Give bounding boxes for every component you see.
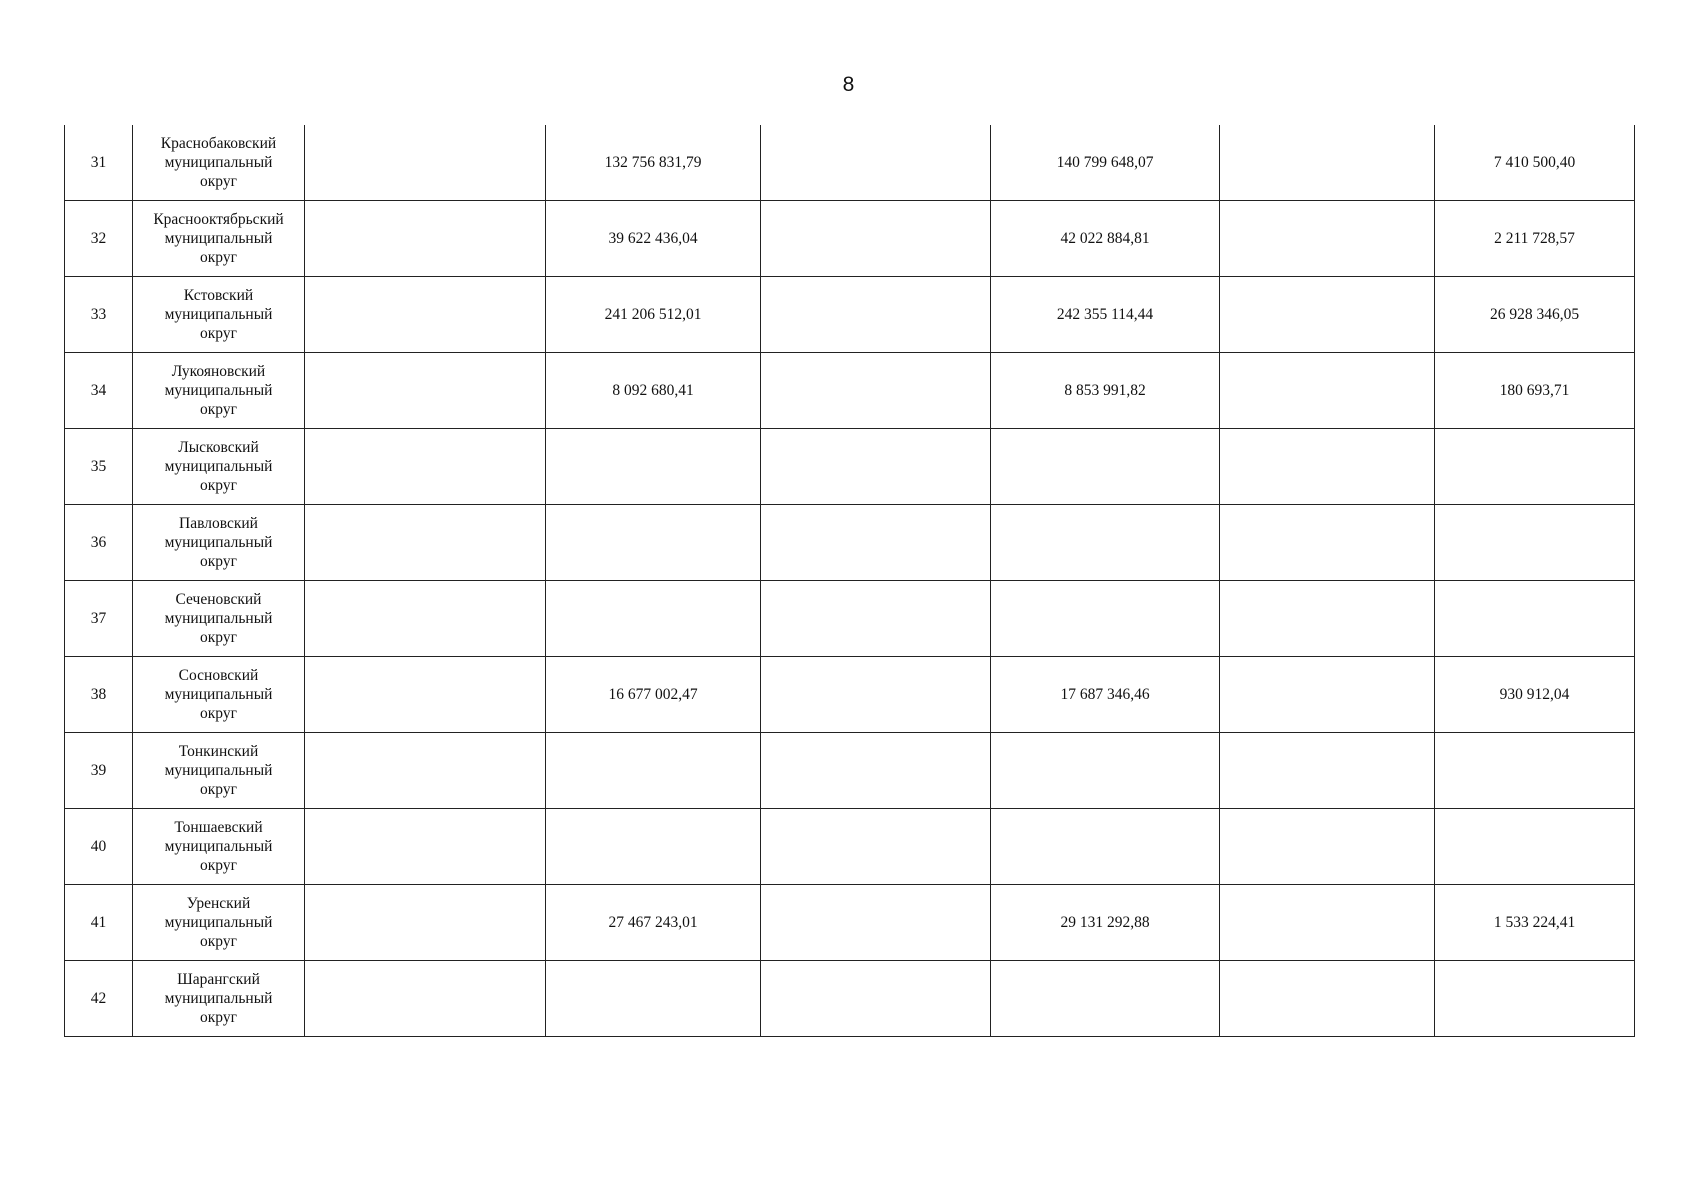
- value-cell-2: [546, 961, 761, 1037]
- table-row: [65, 505, 1635, 581]
- data-table: [64, 125, 1635, 1037]
- row-number-cell: 39: [65, 733, 133, 809]
- value-cell-1: [305, 277, 546, 353]
- value-cell-6: 26 928 346,05: [1435, 277, 1635, 353]
- value-cell-5: [1220, 505, 1435, 581]
- value-cell-3: [761, 733, 991, 809]
- value-cell-2: [546, 581, 761, 657]
- district-name-cell: Уренский муниципальный округ: [133, 885, 305, 961]
- row-number-cell: 35: [65, 429, 133, 505]
- row-number-cell: 36: [65, 505, 133, 581]
- value-cell-5: [1220, 277, 1435, 353]
- row-number-cell: 31: [65, 125, 133, 201]
- row-number-cell: 38: [65, 657, 133, 733]
- value-cell-6: [1435, 961, 1635, 1037]
- value-cell-4: [991, 505, 1220, 581]
- value-cell-6: 930 912,04: [1435, 657, 1635, 733]
- value-cell-2: 16 677 002,47: [546, 657, 761, 733]
- table-row: [65, 581, 1635, 657]
- value-cell-2: [546, 429, 761, 505]
- value-cell-3: [761, 353, 991, 429]
- value-cell-2: 8 092 680,41: [546, 353, 761, 429]
- table-body: [65, 125, 1635, 1037]
- value-cell-5: [1220, 657, 1435, 733]
- district-name-cell: Сеченовский муниципальный округ: [133, 581, 305, 657]
- value-cell-3: [761, 581, 991, 657]
- value-cell-4: 8 853 991,82: [991, 353, 1220, 429]
- page-number: 8: [842, 73, 855, 96]
- value-cell-5: [1220, 201, 1435, 277]
- row-number-cell: 32: [65, 201, 133, 277]
- table-row: [65, 885, 1635, 961]
- value-cell-6: [1435, 429, 1635, 505]
- district-name-cell: Тонкинский муниципальный округ: [133, 733, 305, 809]
- row-number-cell: 33: [65, 277, 133, 353]
- value-cell-6: [1435, 809, 1635, 885]
- value-cell-2: [546, 733, 761, 809]
- value-cell-3: [761, 125, 991, 201]
- value-cell-4: 242 355 114,44: [991, 277, 1220, 353]
- value-cell-6: 7 410 500,40: [1435, 125, 1635, 201]
- value-cell-5: [1220, 885, 1435, 961]
- value-cell-6: 1 533 224,41: [1435, 885, 1635, 961]
- value-cell-6: 2 211 728,57: [1435, 201, 1635, 277]
- table-row: [65, 353, 1635, 429]
- value-cell-5: [1220, 733, 1435, 809]
- row-number-cell: 37: [65, 581, 133, 657]
- value-cell-4: [991, 429, 1220, 505]
- value-cell-1: [305, 429, 546, 505]
- value-cell-4: 140 799 648,07: [991, 125, 1220, 201]
- value-cell-2: [546, 505, 761, 581]
- value-cell-1: [305, 961, 546, 1037]
- table-row: [65, 277, 1635, 353]
- value-cell-4: 42 022 884,81: [991, 201, 1220, 277]
- value-cell-5: [1220, 581, 1435, 657]
- value-cell-1: [305, 733, 546, 809]
- value-cell-2: 132 756 831,79: [546, 125, 761, 201]
- district-name-cell: Краснобаковский муниципальный округ: [133, 125, 305, 201]
- table-row: [65, 733, 1635, 809]
- value-cell-4: [991, 581, 1220, 657]
- value-cell-1: [305, 581, 546, 657]
- district-name-cell: Сосновский муниципальный округ: [133, 657, 305, 733]
- value-cell-3: [761, 277, 991, 353]
- district-name-cell: Лукояновский муниципальный округ: [133, 353, 305, 429]
- value-cell-1: [305, 809, 546, 885]
- row-number-cell: 41: [65, 885, 133, 961]
- value-cell-4: [991, 733, 1220, 809]
- table-row: [65, 657, 1635, 733]
- value-cell-1: [305, 505, 546, 581]
- value-cell-3: [761, 961, 991, 1037]
- value-cell-4: [991, 961, 1220, 1037]
- value-cell-3: [761, 201, 991, 277]
- value-cell-2: 39 622 436,04: [546, 201, 761, 277]
- row-number-cell: 40: [65, 809, 133, 885]
- table-row: [65, 201, 1635, 277]
- value-cell-1: [305, 885, 546, 961]
- value-cell-4: [991, 809, 1220, 885]
- value-cell-3: [761, 885, 991, 961]
- value-cell-3: [761, 809, 991, 885]
- value-cell-6: [1435, 733, 1635, 809]
- value-cell-5: [1220, 429, 1435, 505]
- district-name-cell: Краснооктябрьский муниципальный округ: [133, 201, 305, 277]
- value-cell-2: 27 467 243,01: [546, 885, 761, 961]
- district-name-cell: Кстовский муниципальный округ: [133, 277, 305, 353]
- value-cell-2: [546, 809, 761, 885]
- value-cell-1: [305, 657, 546, 733]
- value-cell-6: [1435, 505, 1635, 581]
- value-cell-5: [1220, 353, 1435, 429]
- district-name-cell: Павловский муниципальный округ: [133, 505, 305, 581]
- value-cell-2: 241 206 512,01: [546, 277, 761, 353]
- row-number-cell: 34: [65, 353, 133, 429]
- value-cell-3: [761, 429, 991, 505]
- district-name-cell: Тоншаевский муниципальный округ: [133, 809, 305, 885]
- value-cell-5: [1220, 809, 1435, 885]
- value-cell-4: 17 687 346,46: [991, 657, 1220, 733]
- value-cell-1: [305, 201, 546, 277]
- value-cell-3: [761, 657, 991, 733]
- table-row: [65, 961, 1635, 1037]
- value-cell-4: 29 131 292,88: [991, 885, 1220, 961]
- value-cell-5: [1220, 961, 1435, 1037]
- table-row: [65, 125, 1635, 201]
- district-name-cell: Лысковский муниципальный округ: [133, 429, 305, 505]
- value-cell-6: 180 693,71: [1435, 353, 1635, 429]
- table-row: [65, 809, 1635, 885]
- district-name-cell: Шарангский муниципальный округ: [133, 961, 305, 1037]
- row-number-cell: 42: [65, 961, 133, 1037]
- value-cell-3: [761, 505, 991, 581]
- value-cell-1: [305, 125, 546, 201]
- value-cell-6: [1435, 581, 1635, 657]
- table-row: [65, 429, 1635, 505]
- value-cell-5: [1220, 125, 1435, 201]
- value-cell-1: [305, 353, 546, 429]
